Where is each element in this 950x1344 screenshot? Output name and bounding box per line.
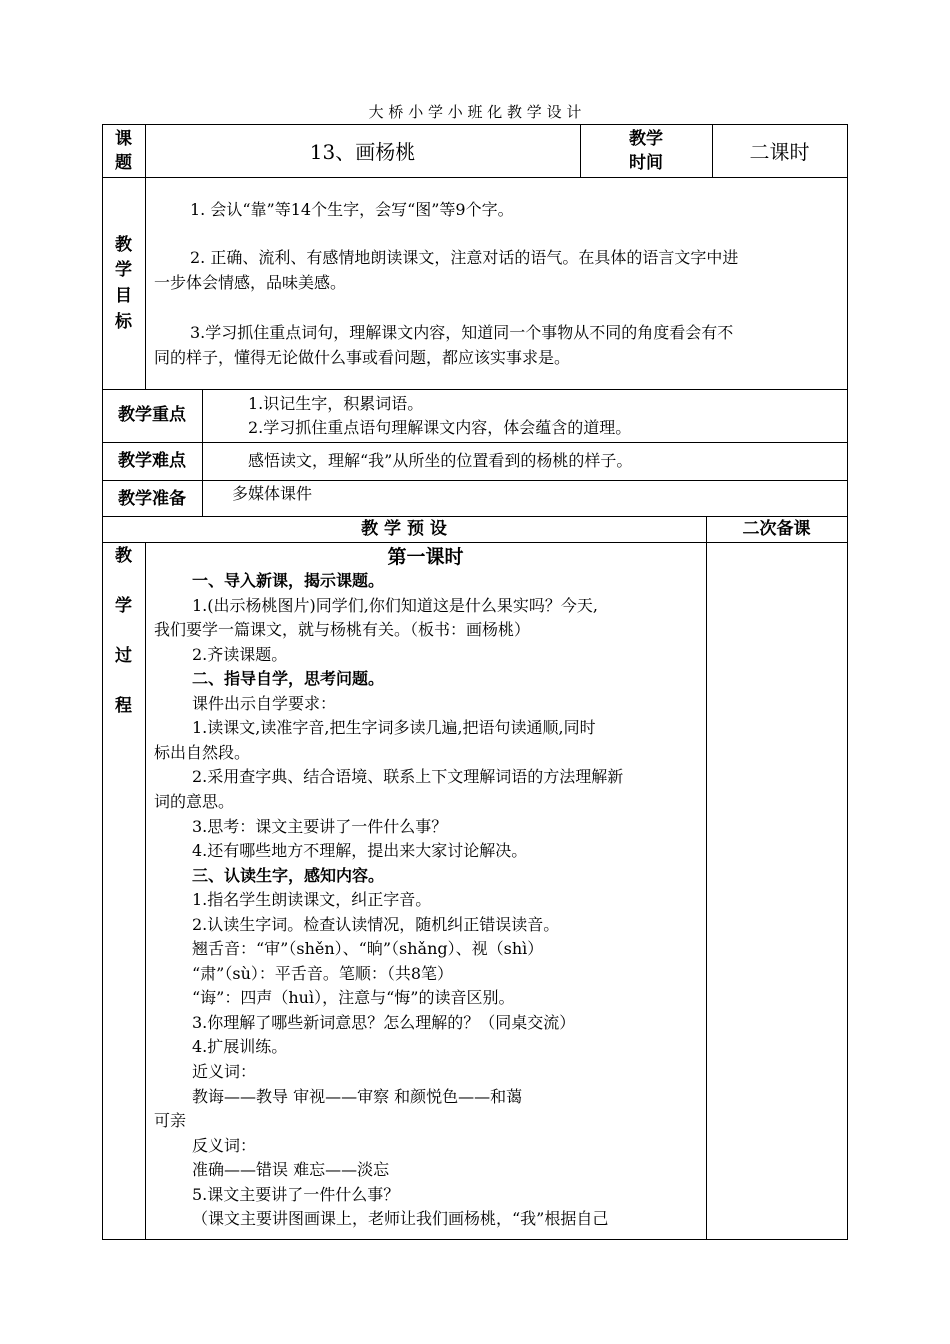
process-line: 可亲: [154, 1111, 187, 1130]
goals-label-3: 目: [115, 286, 132, 306]
preparation-text: 多媒体课件: [232, 484, 313, 503]
topic-value: 13、画杨桃: [309, 140, 416, 164]
process-line: 教诲——教导 审视——审察 和颜悦色——和蔼: [192, 1087, 523, 1106]
goals-label-1: 教: [115, 235, 132, 255]
goal-1: 1. 会认“靠”等14个生字，会写“图”等9个字。: [190, 200, 514, 219]
process-line: 一、导入新课，揭示课题。: [192, 571, 385, 590]
table-border-bottom: [102, 1239, 848, 1240]
process-line: 课件出示自学要求：: [192, 694, 337, 713]
key-point-2: 2.学习抓住重点语句理解课文内容，体会蕴含的道理。: [248, 418, 632, 437]
process-line: 4.扩展训练。: [192, 1037, 288, 1056]
process-line: 2.采用查字典、结合语境、联系上下文理解词语的方法理解新: [192, 767, 624, 786]
process-label-1: 教: [115, 546, 132, 566]
process-line: “肃”（sù）：平舌音。笔顺：（共8笔）: [192, 964, 454, 983]
process-line: 3.思考：课文主要讲了一件什么事？: [192, 817, 448, 836]
topic-label-2: 题: [115, 153, 132, 173]
process-line: 5.课文主要讲了一件什么事？: [192, 1185, 400, 1204]
plan-header-side: 二次备课: [742, 519, 811, 539]
process-label-2: 学: [115, 596, 132, 616]
key-point-1: 1.识记生字，积累词语。: [248, 394, 424, 413]
goals-label-2: 学: [115, 260, 132, 280]
process-line: 三、认读生字，感知内容。: [192, 866, 385, 885]
difficulties-text: 感悟读文，理解“我”从所坐的位置看到的杨桃的样子。: [248, 451, 633, 470]
process-line: 3.你理解了哪些新词意思？怎么理解的？（同桌交流）: [192, 1013, 576, 1032]
topic-label-1: 课: [115, 129, 132, 149]
goal-3-line-1: 3.学习抓住重点词句，理解课文内容，知道同一个事物从不同的角度看会有不: [190, 323, 734, 342]
table-border-right: [847, 124, 848, 1240]
page-title: 大 桥 小 学 小 班 化 教 学 设 计: [368, 103, 582, 121]
process-line: 反义词：: [192, 1136, 257, 1155]
process-line: 2.齐读课题。: [192, 645, 288, 664]
process-line: 1.(出示杨桃图片)同学们,你们知道这是什么果实吗？今天,: [192, 596, 598, 615]
process-line: 我们要学一篇课文，就与杨桃有关。（板书：画杨桃）: [154, 620, 531, 639]
process-line: （课文主要讲图画课上，老师让我们画杨桃，“我”根据自己: [192, 1209, 609, 1228]
difficulties-label: 教学难点: [118, 451, 186, 471]
preparation-label: 教学准备: [118, 489, 186, 509]
process-line: 近义词：: [192, 1062, 257, 1081]
process-line: 4.还有哪些地方不理解，提出来大家讨论解决。: [192, 841, 528, 860]
goal-2-line-2: 一步体会情感，品味美感。: [154, 273, 347, 292]
process-line: 2.认读生字词。检查认读情况，随机纠正错误读音。: [192, 915, 560, 934]
process-line: “诲”：四声（huì），注意与“悔”的读音区别。: [192, 988, 515, 1007]
lesson-title: 第一课时: [387, 546, 464, 568]
goal-2-line-1: 2. 正确、流利、有感情地朗读课文，注意对话的语气。在具体的语言文字中进: [190, 248, 739, 267]
process-line: 标出自然段。: [154, 743, 251, 762]
process-line: 准确——错误 难忘——淡忘: [192, 1160, 390, 1179]
time-label-2: 时间: [629, 153, 663, 173]
plan-header-main: 教 学 预 设: [361, 519, 447, 539]
process-label-3: 过: [115, 646, 132, 666]
process-line: 翘舌音：“审”（shěn）、“晌”（shǎng）、视（shì）: [192, 939, 544, 958]
process-line: 词的意思。: [154, 792, 235, 811]
time-value: 二课时: [749, 140, 810, 164]
key-points-label: 教学重点: [118, 405, 186, 425]
process-line: 1.读课文,读准字音,把生字词多读几遍,把语句读通顺,同时: [192, 718, 596, 737]
table-border-top: [102, 124, 848, 125]
goals-label-4: 标: [115, 312, 132, 332]
process-label-4: 程: [115, 696, 132, 716]
process-line: 1.指名学生朗读课文，纠正字音。: [192, 890, 432, 909]
time-label-1: 教学: [629, 129, 663, 149]
goal-3-line-2: 同的样子，懂得无论做什么事或看问题，都应该实事求是。: [154, 348, 571, 367]
process-line: 二、指导自学，思考问题。: [192, 669, 385, 688]
